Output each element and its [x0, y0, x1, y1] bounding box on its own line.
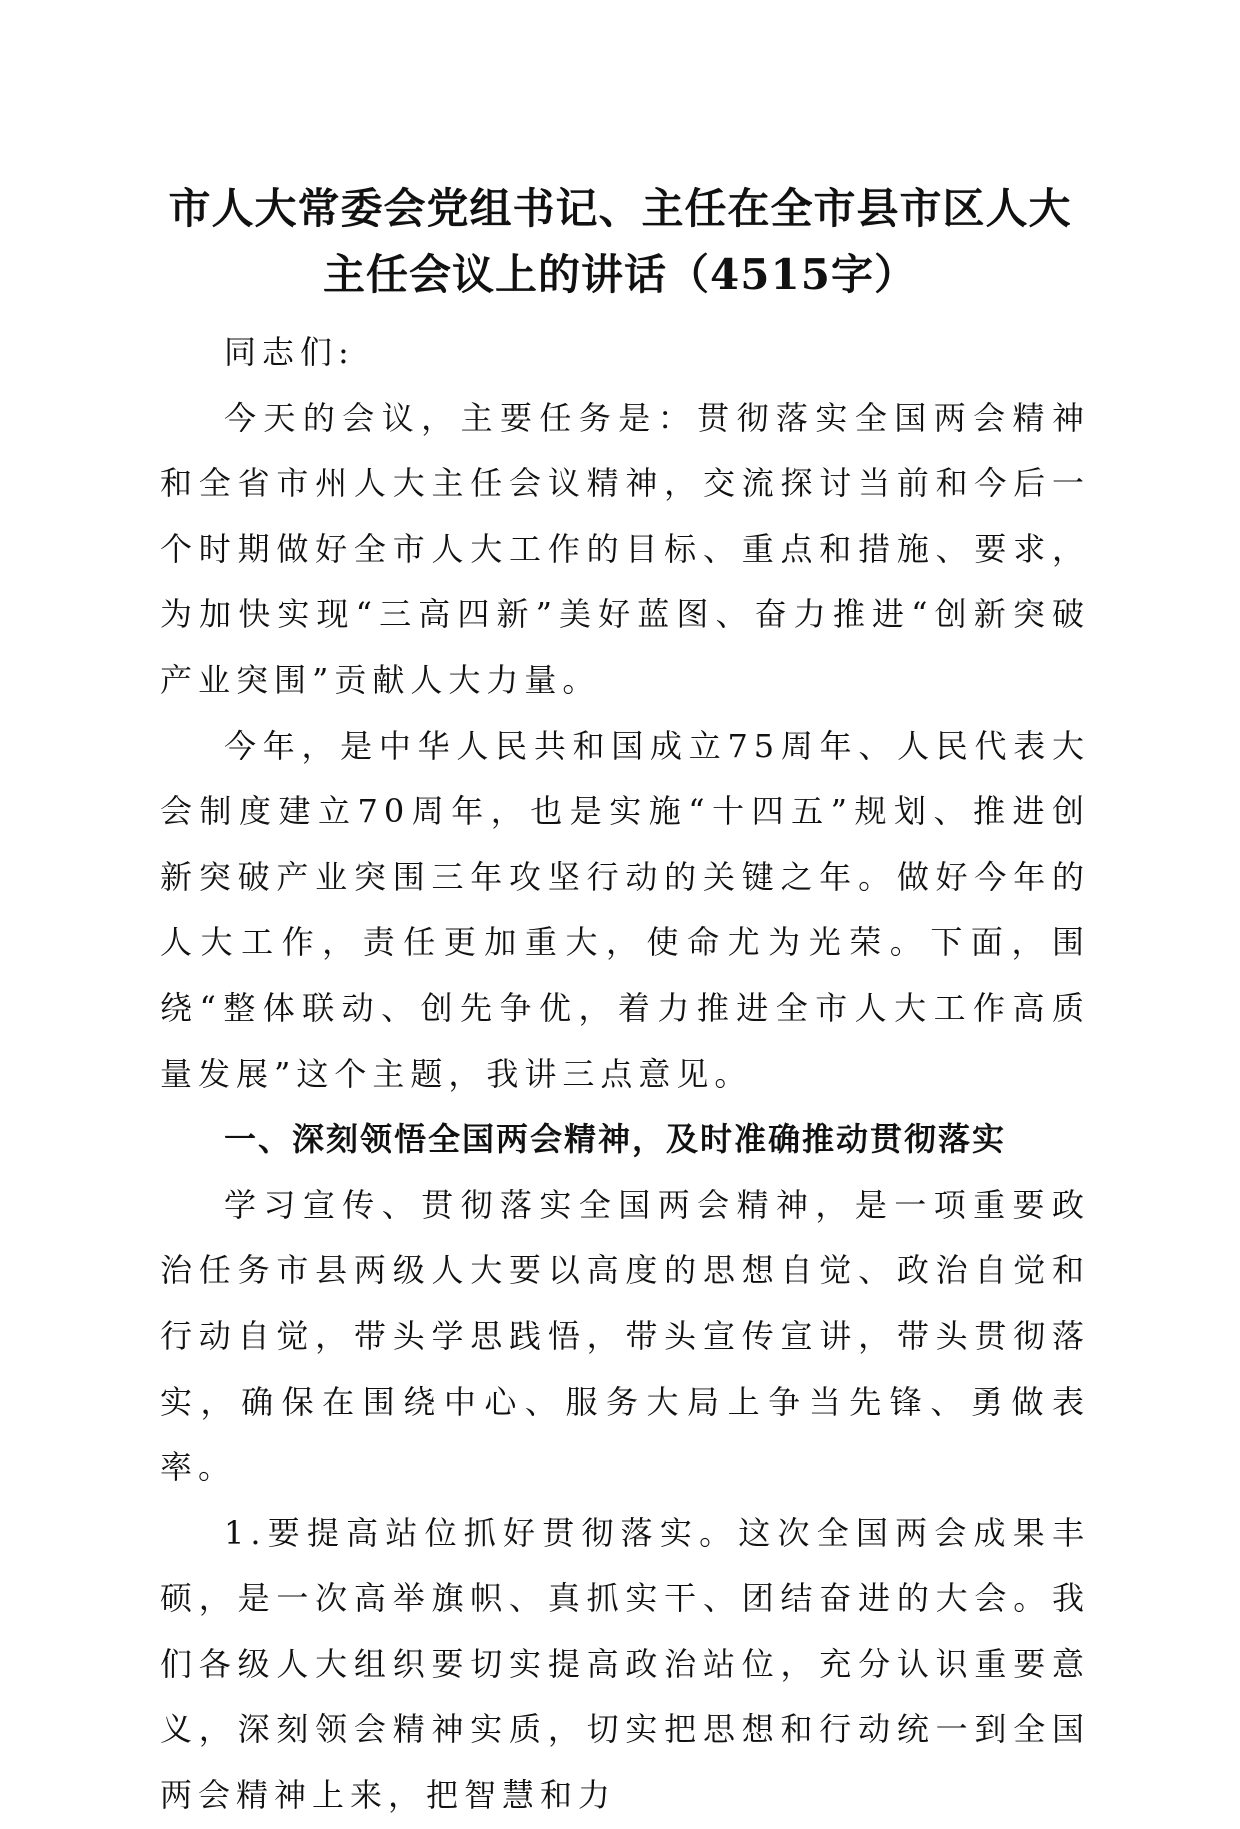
paragraph: 今天的会议，主要任务是：贯彻落实全国两会精神和全省市州人大主任会议精神，交流探讨当前和今后一个时期做好全市人大工作的目标、重点和措施、要求，为加快实现“三高四新”美好蓝图、奋力推进“创新突破产业突围”贡献人大力量。 [160, 398, 1090, 699]
document-body [160, 320, 1090, 1829]
section-heading: 一、深刻领悟全国两会精神，及时准确推动贯彻落实 [224, 1120, 1007, 1159]
paragraph: 今年，是中华人民共和国成立75周年、人民代表大会制度建立70周年，也是实施“十四五”规划、推进创新突破产业突围三年攻坚行动的关键之年。做好今年的人大工作，责任更加重大，使命尤为光荣。下面，围绕“整体联动、创先争优，着力推进全市人大工作高质量发展”这个主题，我讲三点意见。 [160, 726, 1090, 1093]
salutation: 同志们: [224, 333, 355, 371]
paragraph: 学习宣传、贯彻落实全国两会精神，是一项重要政治任务市县两级人大要以高度的思想自觉、政治自觉和行动自觉，带头学思践悟，带头宣传宣讲，带头贯彻落实，确保在围绕中心、服务大局上争当先锋、勇做表率。 [160, 1185, 1090, 1487]
document-title: 市人大常委会党组书记、主任在全市县市区人大主任会议上的讲话（4515字） [168, 184, 1072, 299]
paragraph: 1.要提高站位抓好贯彻落实。这次全国两会成果丰硕，是一次高举旗帜、真抓实干、团结奋进的大会。我们各级人大组织要切实提高政治站位，充分认识重要意义，深刻领会精神实质，切实把思想和行动统一到全国两会精神上来，把智慧和力 [160, 1513, 1090, 1815]
